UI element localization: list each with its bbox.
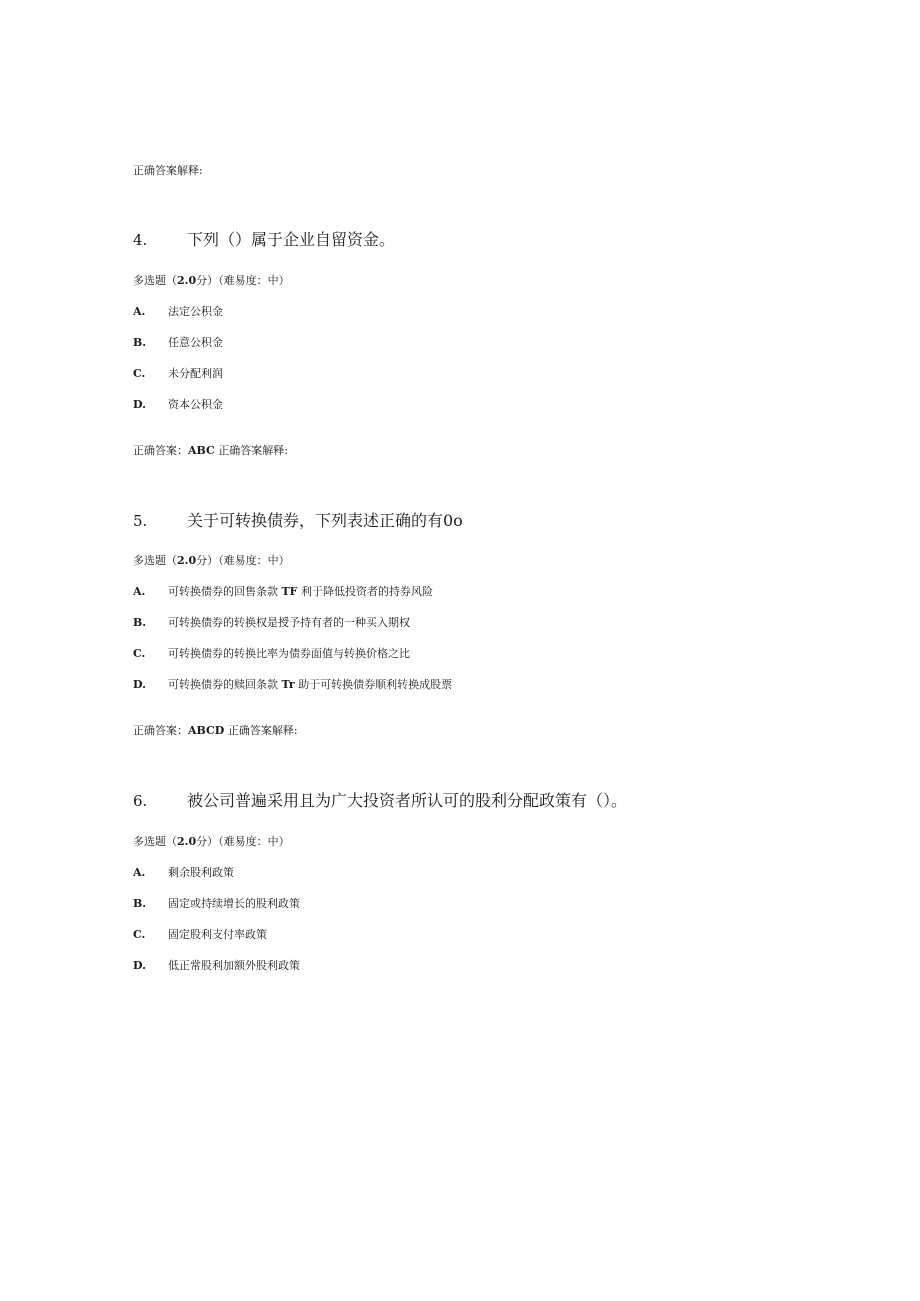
question-text: 被公司普遍采用且为广大投资者所认可的股利分配政策有（）。 bbox=[187, 791, 628, 810]
option-letter: D. bbox=[133, 398, 146, 411]
option-letter: B. bbox=[133, 897, 147, 910]
option-text[interactable]: 法定公积金 bbox=[168, 305, 223, 318]
meta-prefix: 多选题（ bbox=[133, 274, 177, 287]
option-letter: B. bbox=[133, 336, 147, 349]
meta-suffix: 分）（难易度：中） bbox=[196, 274, 290, 287]
option-letter: C. bbox=[133, 928, 146, 941]
meta-prefix: 多选题（ bbox=[133, 835, 177, 848]
option-text-part: 可转换债券的赎回条款 bbox=[168, 678, 278, 691]
question-number: 5. bbox=[133, 512, 148, 530]
option-text-bold: TF bbox=[281, 585, 298, 598]
answer-line bbox=[133, 444, 288, 458]
option-text[interactable]: 固定股利支付率政策 bbox=[168, 928, 267, 941]
option-text[interactable]: 固定或持续增长的股利政策 bbox=[168, 897, 300, 910]
option-letter: C. bbox=[133, 367, 146, 380]
question-number: 6. bbox=[133, 792, 148, 810]
option-text[interactable]: 资本公积金 bbox=[168, 398, 223, 411]
option-text-part: 可转换债券的回售条款 bbox=[168, 585, 278, 598]
option-text[interactable] bbox=[168, 585, 433, 599]
option-letter: A. bbox=[133, 866, 146, 879]
option-text-part: 利于降低投资者的持券风险 bbox=[301, 585, 433, 598]
answer-value: ABC bbox=[188, 444, 215, 457]
meta-score: 2.0 bbox=[177, 835, 197, 848]
option-letter: C. bbox=[133, 647, 146, 660]
answer-value: ABCD bbox=[188, 724, 225, 737]
option-text[interactable]: 低正常股利加额外股利政策 bbox=[168, 959, 300, 972]
meta-suffix: 分）（难易度：中） bbox=[196, 835, 290, 848]
option-letter: D. bbox=[133, 678, 146, 691]
option-text[interactable] bbox=[168, 678, 452, 692]
answer-suffix: 正确答案解释: bbox=[214, 444, 288, 457]
meta-suffix: 分）（难易度：中） bbox=[196, 554, 290, 567]
option-letter: B. bbox=[133, 616, 147, 629]
option-letter: A. bbox=[133, 585, 146, 598]
option-letter: A. bbox=[133, 305, 146, 318]
option-text[interactable]: 可转换债券的转换权是授予持有者的一种买入期权 bbox=[168, 616, 410, 629]
question-meta bbox=[133, 554, 290, 568]
meta-score: 2.0 bbox=[177, 274, 197, 287]
meta-prefix: 多选题（ bbox=[133, 554, 177, 567]
option-text[interactable]: 剩余股利政策 bbox=[168, 866, 234, 879]
answer-prefix: 正确答案： bbox=[133, 444, 188, 457]
question-meta bbox=[133, 835, 290, 849]
answer-line bbox=[133, 724, 298, 738]
option-text-part: 助于可转换债券顺利转换成股票 bbox=[298, 678, 453, 691]
option-text-bold: Tr bbox=[281, 678, 295, 691]
question-text: 下列（）属于企业自留资金。 bbox=[187, 230, 396, 249]
meta-score: 2.0 bbox=[177, 554, 197, 567]
option-text[interactable]: 未分配利润 bbox=[168, 367, 223, 380]
option-text[interactable]: 可转换债券的转换比率为债券面值与转换价格之比 bbox=[168, 647, 410, 660]
explanation-label-q3: 正确答案解释: bbox=[133, 164, 203, 177]
question-text: 关于可转换债券，下列表述正确的有0o bbox=[187, 511, 463, 530]
question-number: 4. bbox=[133, 231, 148, 249]
answer-suffix: 正确答案解释: bbox=[224, 724, 298, 737]
question-meta bbox=[133, 274, 290, 288]
option-letter: D. bbox=[133, 959, 146, 972]
option-text[interactable]: 任意公积金 bbox=[168, 336, 223, 349]
answer-prefix: 正确答案： bbox=[133, 724, 188, 737]
